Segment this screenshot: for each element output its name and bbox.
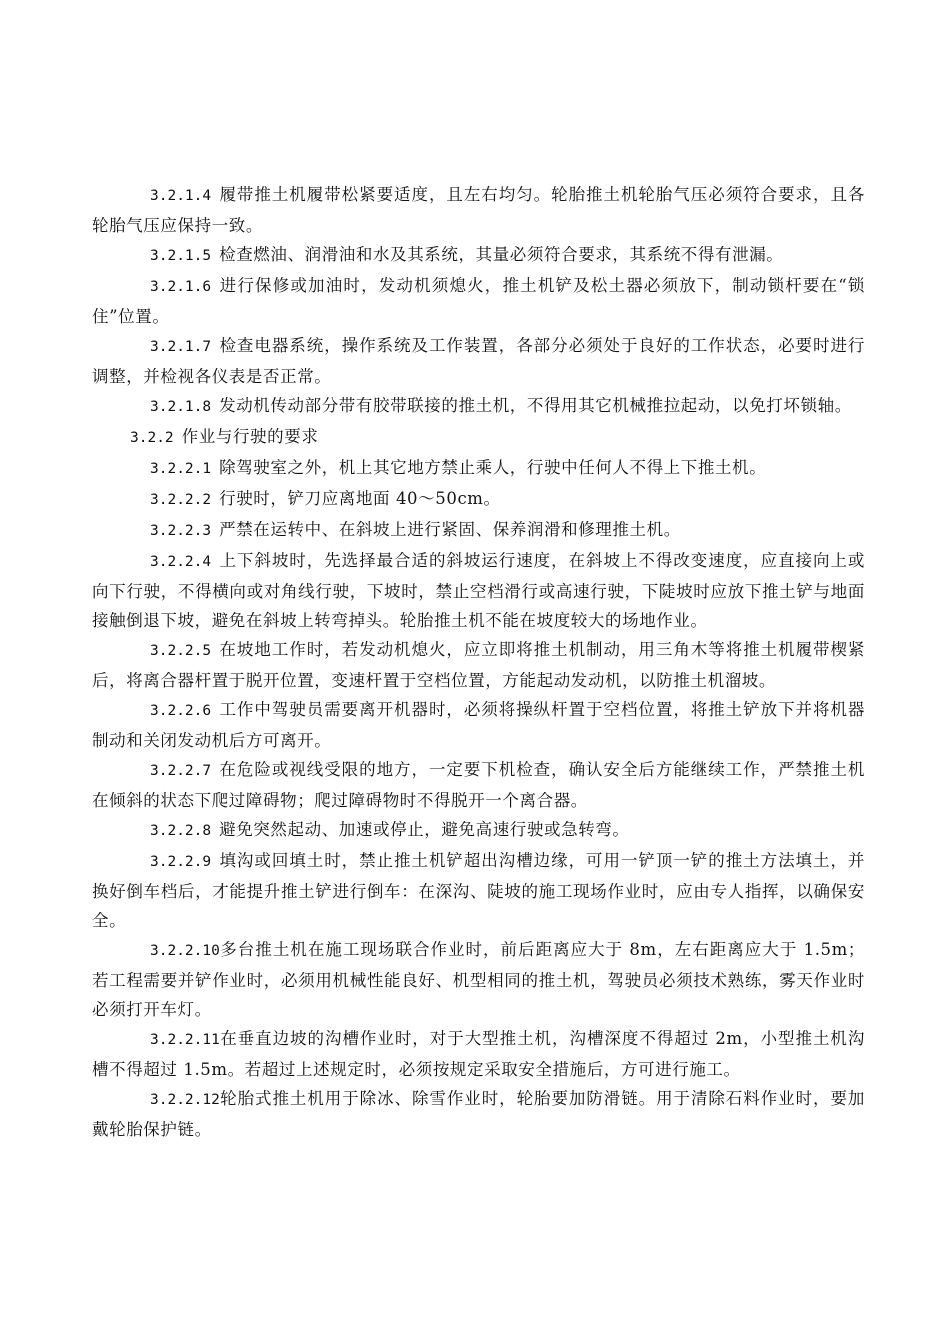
- clause-text: 在垂直边坡的沟槽作业时，对于大型推土机，沟槽深度不得超过 2m，小型推土机沟槽不得超过 1.5m。若超过上述规定时，必须按规定采取安全措施后，方可进行施工。: [92, 1029, 865, 1079]
- clause-number: 3.2.2.10: [150, 943, 220, 959]
- paragraph-3-2-2-2: [92, 484, 865, 515]
- clause-number: 3.2.1.4: [150, 188, 212, 204]
- clause-text: 履带推土机履带松紧要适度，且左右均匀。轮胎推土机轮胎气压必须符合要求，且各轮胎气压应保持一致。: [92, 185, 865, 235]
- clause-text: 除驾驶室之外，机上其它地方禁止乘人，行驶中任何人不得上下推土机。: [219, 458, 767, 477]
- clause-text: 多台推土机在施工现场联合作业时，前后距离应大于 8m，左右距离应大于 1.5m；若工程需要并铲作业时，必须用机械性能良好、机型相同的推土机，驾驶员必须技术熟练，雾天作业时必须打开车灯。: [92, 940, 865, 1019]
- paragraph-3-2-2-6: [92, 695, 865, 755]
- paragraph-3-2-2-1: [92, 453, 865, 484]
- paragraph-3-2-2-4: [92, 546, 865, 635]
- clause-number: 3.2.1.8: [150, 399, 212, 415]
- clause-text: 工作中驾驶员需要离开机器时，必须将操纵杆置于空档位置，将推土铲放下并将机器制动和关闭发动机后方可离开。: [92, 700, 865, 750]
- clause-text: 检查电器系统，操作系统及工作装置，各部分必须处于良好的工作状态，必要时进行调整，并检视各仪表是否正常。: [92, 336, 865, 386]
- clause-number: 3.2.2.12: [150, 1092, 220, 1108]
- clause-text: 在坡地工作时，若发动机熄火，应立即将推土机制动，用三角木等将推土机履带楔紧后，将离合器杆置于脱开位置，变速杆置于空档位置，方能起动发动机，以防推土机溜坡。: [92, 640, 865, 690]
- paragraph-3-2-2-5: [92, 635, 865, 695]
- paragraph-3-2-1-5: [92, 240, 865, 271]
- section-number: 3.2.2: [130, 430, 174, 446]
- paragraph-3-2-1-4: [92, 180, 865, 240]
- clause-number: 3.2.2.11: [150, 1032, 220, 1048]
- clause-number: 3.2.1.5: [150, 248, 212, 264]
- clause-text: 在危险或视线受限的地方，一定要下机检查，确认安全后方能继续工作，严禁推土机在倾斜的状态下爬过障碍物；爬过障碍物时不得脱开一个离合器。: [92, 760, 865, 810]
- paragraph-3-2-2-11: [92, 1024, 865, 1084]
- clause-number: 3.2.2.1: [150, 461, 212, 477]
- clause-text: 发动机传动部分带有胶带联接的推土机，不得用其它机械推拉起动，以免打坏锁轴。: [219, 396, 852, 415]
- paragraph-3-2-2-8: [92, 815, 865, 846]
- paragraph-3-2-2-12: [92, 1084, 865, 1144]
- clause-text: 行驶时，铲刀应离地面 40～50cm。: [219, 489, 501, 508]
- clause-number: 3.2.1.7: [150, 339, 212, 355]
- clause-number: 3.2.2.3: [150, 523, 212, 539]
- clause-number: 3.2.2.8: [150, 823, 212, 839]
- clause-number: 3.2.2.5: [150, 643, 212, 659]
- paragraph-3-2-1-7: [92, 331, 865, 391]
- clause-number: 3.2.1.6: [150, 279, 212, 295]
- section-heading-3-2-2: [92, 422, 865, 453]
- section-title: 作业与行驶的要求: [181, 427, 319, 446]
- clause-text: 严禁在运转中、在斜坡上进行紧固、保养润滑和修理推土机。: [219, 520, 681, 539]
- paragraph-3-2-1-8: [92, 391, 865, 422]
- clause-text: 轮胎式推土机用于除冰、除雪作业时，轮胎要加防滑链。用于清除石料作业时，要加戴轮胎保护链。: [92, 1089, 865, 1139]
- clause-number: 3.2.2.6: [150, 703, 212, 719]
- paragraph-3-2-2-10: [92, 935, 865, 1024]
- paragraph-3-2-2-3: [92, 515, 865, 546]
- document-body: [92, 180, 865, 1144]
- clause-text: 填沟或回填土时，禁止推土机铲超出沟槽边缘，可用一铲顶一铲的推土方法填土，并换好倒车档后，才能提升推土铲进行倒车：在深沟、陡坡的施工现场作业时，应由专人指挥，以确保安全。: [92, 851, 865, 930]
- paragraph-3-2-2-9: [92, 846, 865, 935]
- clause-text: 检查燃油、润滑油和水及其系统，其量必须符合要求，其系统不得有泄漏。: [219, 245, 784, 264]
- clause-number: 3.2.2.4: [150, 554, 212, 570]
- paragraph-3-2-1-6: [92, 271, 865, 331]
- paragraph-3-2-2-7: [92, 755, 865, 815]
- clause-text: 进行保修或加油时，发动机须熄火，推土机铲及松土器必须放下，制动锁杆要在“锁住”位置。: [92, 276, 865, 326]
- clause-text: 上下斜坡时，先选择最合适的斜坡运行速度，在斜坡上不得改变速度，应直接向上或向下行驶，不得横向或对角线行驶，下坡时，禁止空档滑行或高速行驶，下陡坡时应放下推土铲与地面接触倒退下坡，避免在斜坡上转弯掉头。轮胎推土机不能在坡度较大的场地作业。: [92, 551, 865, 630]
- clause-number: 3.2.2.9: [150, 854, 212, 870]
- clause-number: 3.2.2.2: [150, 492, 212, 508]
- clause-text: 避免突然起动、加速或停止，避免高速行驶或急转弯。: [219, 820, 630, 839]
- clause-number: 3.2.2.7: [150, 763, 212, 779]
